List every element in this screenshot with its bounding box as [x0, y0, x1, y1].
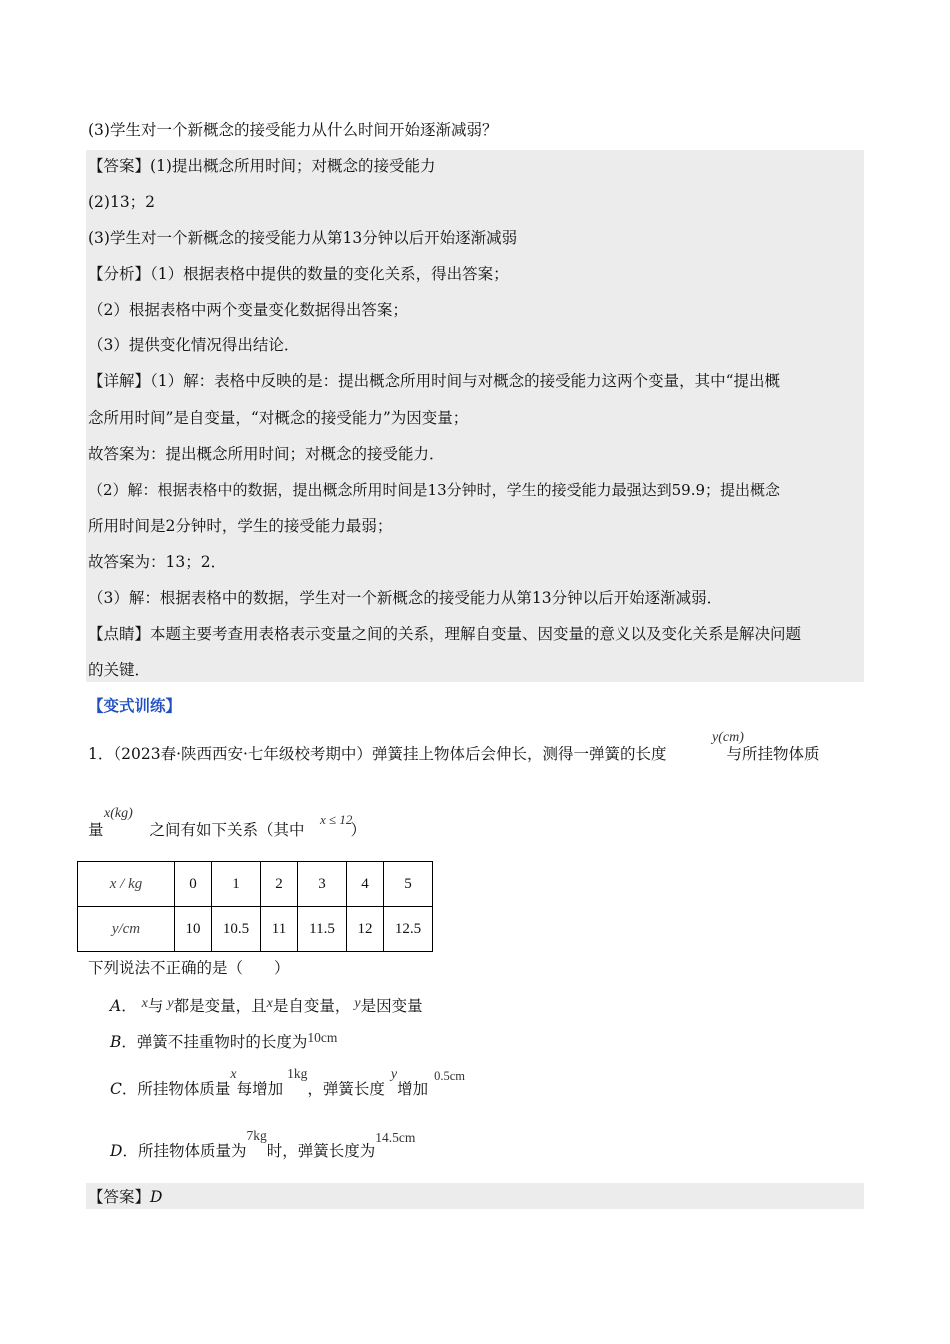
final-answer: [88, 1187, 162, 1207]
detail-line-6: 故答案为：13；2．: [88, 553, 227, 571]
option-b-value: 10cm: [307, 1030, 338, 1045]
option-a-y: y: [167, 996, 174, 1011]
table-row-x: [78, 862, 433, 907]
detail-line-2: 念所用时间”是自变量，“对概念的接受能力”为因变量；: [88, 409, 469, 427]
option-d-value-2: 14.5cm: [375, 1130, 416, 1145]
table-row-y: [78, 907, 433, 952]
answer-line-1: [88, 156, 435, 176]
question-3: (3)学生对一个新概念的接受能力从什么时间开始逐渐减弱？: [88, 121, 498, 139]
option-b: [110, 1032, 337, 1053]
option-c-value-1: 1kg: [287, 1066, 308, 1081]
option-a-y2: y: [354, 996, 361, 1011]
option-d-text-1: ．所挂物体质量为: [122, 1142, 247, 1160]
option-d-letter: D: [110, 1142, 123, 1160]
final-answer-block: [86, 1183, 864, 1209]
problem-text-4: 之间有如下关系（其中: [149, 821, 305, 839]
question-prompt: 下列说法不正确的是（ ）: [88, 959, 290, 977]
comment-line-1: [88, 624, 801, 644]
x-condition: x ≤ 12: [320, 812, 353, 827]
detail-line-3: 故答案为：提出概念所用时间；对概念的接受能力．: [88, 445, 445, 463]
table-cell: 12.5: [384, 907, 433, 952]
comment-text-1: 本题主要考查用表格表示变量之间的关系，理解自变量、因变量的意义以及变化关系是解决问题: [150, 625, 802, 643]
option-c: [110, 1066, 466, 1101]
answer-text-1: (1)提出概念所用时间；对概念的接受能力: [150, 157, 436, 175]
option-c-text-4: 增加: [397, 1080, 429, 1098]
detail-text-1: （1）解：表格中反映的是：提出概念所用时间与对概念的接受能力这两个变量，其中“提出概: [150, 372, 781, 390]
analysis-line-2: （2）根据表格中两个变量变化数据得出答案；: [88, 301, 408, 319]
problem-text-5: ）: [350, 821, 367, 839]
option-c-y: y: [390, 1067, 398, 1082]
detail-line-1: [88, 371, 780, 391]
problem-source: （2023春·陕西西安·七年级校考期中）: [113, 745, 372, 763]
final-answer-value: D: [150, 1188, 163, 1206]
analysis-line-1: [88, 264, 509, 284]
problem-text-1: 弹簧挂上物体后会伸长，测得一弹簧的长度: [371, 745, 667, 763]
table-cell: 3: [298, 862, 347, 907]
answer-line-2: (2)13；2: [88, 193, 156, 211]
detail-line-7: （3）解：根据表格中的数据，学生对一个新概念的接受能力从第13分钟以后开始逐渐减弱．: [88, 589, 723, 607]
option-d-text-2: 时，弹簧长度为: [266, 1142, 376, 1160]
option-c-x: x: [230, 1067, 237, 1082]
table-cell: 12: [347, 907, 384, 952]
option-c-text-3: ，弹簧长度: [307, 1080, 385, 1098]
analysis-label: 【分析】: [88, 265, 151, 283]
analysis-text-1: （1）根据表格中提供的数量的变化关系，得出答案；: [150, 265, 509, 283]
detail-line-5: 所用时间是2分钟时，学生的接受能力最弱；: [88, 517, 393, 535]
table-cell: 2: [261, 862, 298, 907]
option-c-value-2: 0.5cm: [434, 1069, 466, 1083]
table-cell: 11: [261, 907, 298, 952]
option-b-letter: B: [110, 1033, 122, 1051]
option-a-text-3: 都是变量，且: [173, 997, 267, 1015]
option-c-text-1: ．所挂物体质量: [121, 1080, 231, 1098]
problem-text-3: 量: [88, 821, 104, 839]
detail-line-4: （2）解：根据表格中的数据，提出概念所用时间是13分钟时，学生的接受能力最强达到59.9；提出概念: [88, 481, 781, 499]
table-header-y: y/cm: [78, 907, 175, 952]
table-cell: 5: [384, 862, 433, 907]
table-header-x: x / kg: [78, 862, 175, 907]
option-d: [110, 1128, 416, 1162]
table-cell: 0: [175, 862, 212, 907]
x-expression: x(kg): [104, 806, 133, 821]
answer-label: 【答案】: [88, 157, 151, 175]
variant-training-heading: 【变式训练】: [88, 696, 182, 715]
final-answer-label: 【答案】: [88, 1188, 151, 1206]
option-c-text-2: 每增加: [236, 1080, 284, 1098]
comment-line-2: 的关键．: [88, 661, 151, 679]
analysis-line-3: （3）提供变化情况得出结论．: [88, 336, 300, 354]
option-a-text-5: 是因变量: [360, 997, 423, 1015]
table-cell: 4: [347, 862, 384, 907]
table-cell: 1: [212, 862, 261, 907]
answer-line-3: (3)学生对一个新概念的接受能力从第13分钟以后开始逐渐减弱: [88, 229, 518, 247]
table-cell: 11.5: [298, 907, 347, 952]
option-a-letter: A: [110, 997, 122, 1015]
option-a-text-1: ．: [121, 997, 137, 1015]
problem-line-1: [88, 744, 819, 764]
comment-label: 【点睛】: [88, 625, 151, 643]
option-d-value-1: 7kg: [246, 1128, 267, 1143]
option-b-text-1: ．弹簧不挂重物时的长度为: [121, 1033, 308, 1051]
option-a-text-4: 是自变量，: [272, 997, 351, 1015]
option-a-x2: x: [266, 996, 273, 1011]
problem-number: 1．: [88, 745, 114, 763]
option-a-x: x: [141, 996, 148, 1011]
table-cell: 10: [175, 907, 212, 952]
option-a-text-2: 与: [147, 997, 164, 1015]
option-a: [110, 996, 423, 1018]
option-c-letter: C: [110, 1080, 122, 1098]
y-expression: y(cm): [712, 730, 744, 745]
data-table: [77, 861, 433, 952]
detail-label: 【详解】: [88, 372, 151, 390]
problem-text-2: 与所挂物体质: [726, 745, 820, 763]
table-cell: 10.5: [212, 907, 261, 952]
